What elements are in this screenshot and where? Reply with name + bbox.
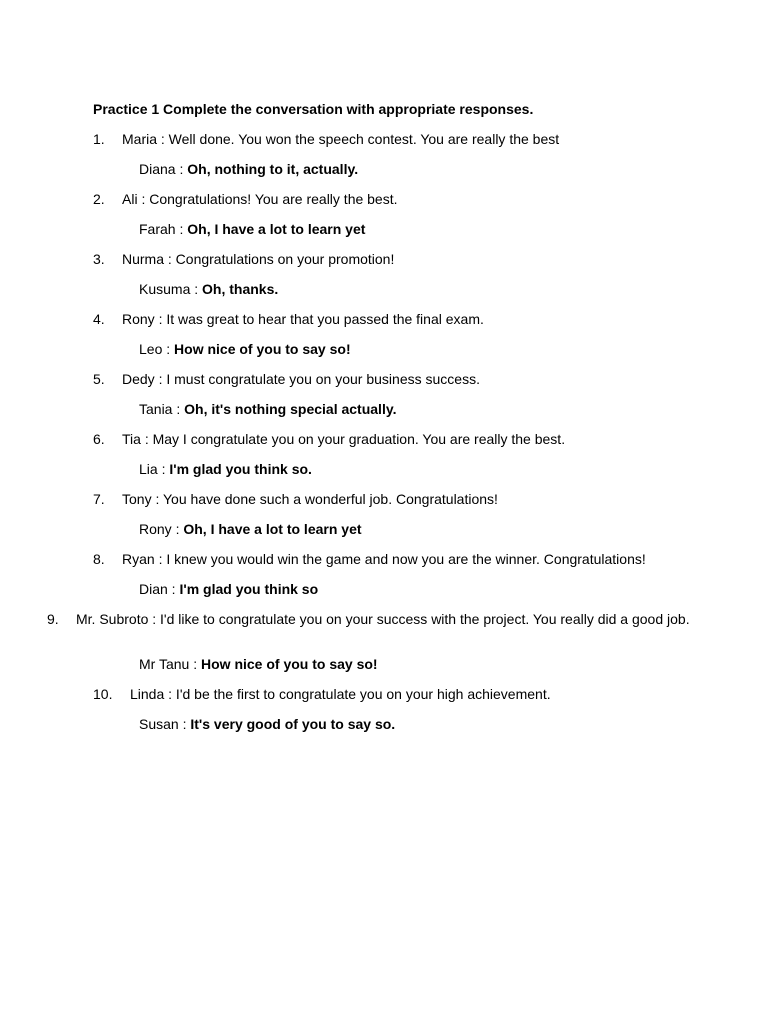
item-response [139,401,396,417]
item-prompt: Maria : Well done. You won the speech contest. You are really the best [122,131,560,147]
response-answer: Oh, nothing to it, actually. [187,161,359,177]
item-number: 6. [93,431,105,447]
item-number: 5. [93,371,105,387]
response-speaker: Diana : [139,161,188,177]
item-response [139,341,351,357]
response-speaker: Kusuma : [139,281,203,297]
response-answer: Oh, it's nothing special actually. [184,401,397,417]
item-prompt: Rony : It was great to hear that you passed the final exam. [122,311,484,327]
item-prompt: Tony : You have done such a wonderful job. Congratulations! [122,491,498,507]
response-speaker: Farah : [139,221,188,237]
response-speaker: Lia : [139,461,170,477]
item-response [139,221,365,237]
item-response [139,716,395,732]
item-number: 10. [93,686,113,702]
response-speaker: Leo : [139,341,175,357]
item-prompt: Nurma : Congratulations on your promotion! [122,251,395,267]
item-number: 8. [93,551,105,567]
item-number: 7. [93,491,105,507]
response-answer: How nice of you to say so! [201,656,378,672]
item-response [139,461,312,477]
response-answer: I'm glad you think so [179,581,319,597]
response-speaker: Susan : [139,716,191,732]
item-response [139,161,358,177]
response-speaker: Tania : [139,401,185,417]
item-prompt: Ali : Congratulations! You are really the best. [122,191,398,207]
response-answer: I'm glad you think so. [169,461,312,477]
response-answer: Oh, I have a lot to learn yet [187,221,366,237]
item-number: 1. [93,131,105,147]
item-prompt: Linda : I'd be the first to congratulate you on your high achievement. [130,686,551,702]
item-number: 2. [93,191,105,207]
item-prompt: Mr. Subroto : I'd like to congratulate you on your success with the project. You really did a good job. [76,611,690,627]
response-speaker: Rony : [139,521,184,537]
item-response [139,521,362,537]
response-answer: It's very good of you to say so. [190,716,396,732]
response-answer: Oh, thanks. [202,281,279,297]
response-answer: Oh, I have a lot to learn yet [183,521,362,537]
item-response [139,656,378,672]
item-prompt: Tia : May I congratulate you on your graduation. You are really the best. [122,431,566,447]
item-response [139,581,318,597]
item-prompt: Dedy : I must congratulate you on your business success. [122,371,480,387]
item-response [139,281,278,297]
response-speaker: Dian : [139,581,180,597]
item-number: 9. [47,611,59,627]
item-prompt: Ryan : I knew you would win the game and now you are the winner. Congratulations! [122,551,646,567]
response-answer: How nice of you to say so! [174,341,351,357]
response-speaker: Mr Tanu : [139,656,201,672]
item-number: 4. [93,311,105,327]
practice-title: Practice 1 Complete the conversation with appropriate responses. [93,101,534,117]
item-number: 3. [93,251,105,267]
